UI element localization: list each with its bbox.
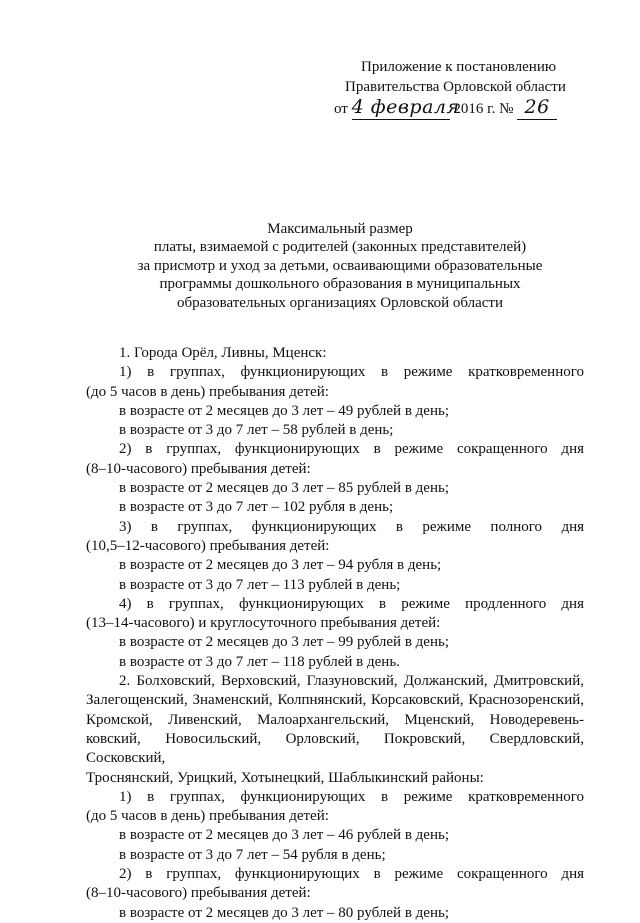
title-line-3: за присмотр и уход за детьми, осваивающими образовательные bbox=[137, 257, 543, 274]
from-label: от bbox=[334, 101, 348, 117]
item-1-3-age-b: в возрасте от 3 до 7 лет – 113 рублей в день; bbox=[119, 576, 401, 593]
item-1-3-line-a: 3) в группах, функционирующих в режиме полного дня bbox=[119, 518, 584, 535]
handwritten-number: 26 bbox=[524, 96, 550, 118]
appendix-line-2: Правительства Орловской области bbox=[345, 79, 566, 95]
item-1-3-line-b: (10,5–12-часового) пребывания детей: bbox=[86, 537, 330, 554]
item-1-4-age-a: в возрасте от 2 месяцев до 3 лет – 99 рублей в день; bbox=[119, 634, 449, 651]
section-2-line-e: Троснянский, Урицкий, Хотынецкий, Шаблыкинский районы: bbox=[86, 769, 484, 786]
section-1-heading: 1. Города Орёл, Ливны, Мценск: bbox=[119, 345, 327, 361]
item-1-3-age-a: в возрасте от 2 месяцев до 3 лет – 94 рубля в день; bbox=[119, 557, 442, 574]
item-2-2-line-a: 2) в группах, функционирующих в режиме сокращенного дня bbox=[119, 866, 584, 883]
item-1-4-line-a: 4) в группах, функционирующих в режиме продленного дня bbox=[119, 595, 584, 612]
appendix-date-line bbox=[334, 97, 594, 119]
title-line-5: образовательных организациях Орловской области bbox=[176, 294, 504, 311]
title-line-1: Максимальный размер bbox=[267, 221, 413, 237]
item-1-2-age-a: в возрасте от 2 месяцев до 3 лет – 85 рублей в день; bbox=[119, 480, 449, 497]
item-2-1-age-b: в возрасте от 3 до 7 лет – 54 рубля в день; bbox=[119, 846, 386, 863]
item-2-2-line-b: (8–10-часового) пребывания детей: bbox=[86, 885, 311, 902]
section-2-line-a: 2. Болховский, Верховский, Глазуновский, Должанский, Дмитровский, bbox=[119, 673, 584, 690]
section-2-line-b: Залегощенский, Знаменский, Колпнянский, Корсаковский, Краснозоренский, bbox=[86, 692, 584, 709]
item-1-1-age-a: в возрасте от 2 месяцев до 3 лет – 49 рублей в день; bbox=[119, 402, 449, 419]
section-2-line-c: Кромской, Ливенский, Малоархангельский, Мценский, Новодеревень- bbox=[86, 711, 584, 728]
item-1-2-line-a: 2) в группах, функционирующих в режиме сокращенного дня bbox=[119, 441, 584, 458]
year-label: 2016 г. № bbox=[453, 101, 514, 117]
document-body bbox=[86, 344, 584, 923]
item-1-4-age-b: в возрасте от 3 до 7 лет – 118 рублей в день. bbox=[119, 653, 400, 670]
item-2-1-line-b: (до 5 часов в день) пребывания детей: bbox=[86, 808, 329, 825]
appendix-header bbox=[334, 57, 594, 119]
number-field bbox=[517, 97, 557, 120]
handwritten-date: 4 февраля bbox=[351, 96, 460, 118]
item-1-2-line-b: (8–10-часового) пребывания детей: bbox=[86, 460, 311, 477]
item-2-2-age-a: в возрасте от 2 месяцев до 3 лет – 80 рублей в день; bbox=[119, 904, 449, 921]
item-2-1-age-a: в возрасте от 2 месяцев до 3 лет – 46 рублей в день; bbox=[119, 827, 449, 844]
section-2-line-d: ковский, Новосильский, Орловский, Покровский, Свердловский, Сосковский, bbox=[86, 730, 584, 767]
date-field bbox=[351, 96, 460, 120]
title-line-4: программы дошкольного образования в муниципальных bbox=[159, 276, 521, 293]
item-1-1-line-b: (до 5 часов в день) пребывания детей: bbox=[86, 383, 329, 400]
item-1-1-age-b: в возрасте от 3 до 7 лет – 58 рублей в день; bbox=[119, 422, 394, 439]
item-1-2-age-b: в возрасте от 3 до 7 лет – 102 рубля в день; bbox=[119, 499, 394, 516]
item-1-4-line-b: (13–14-часового) и круглосуточного пребывания детей: bbox=[86, 615, 441, 632]
item-2-1-line-a: 1) в группах, функционирующих в режиме кратковременного bbox=[119, 788, 584, 805]
appendix-line-1: Приложение к постановлению bbox=[361, 59, 557, 75]
item-1-1-line-a: 1) в группах, функционирующих в режиме кратковременного bbox=[119, 364, 584, 381]
title-line-2: платы, взимаемой с родителей (законных представителей) bbox=[153, 239, 527, 256]
document-title bbox=[80, 220, 600, 312]
